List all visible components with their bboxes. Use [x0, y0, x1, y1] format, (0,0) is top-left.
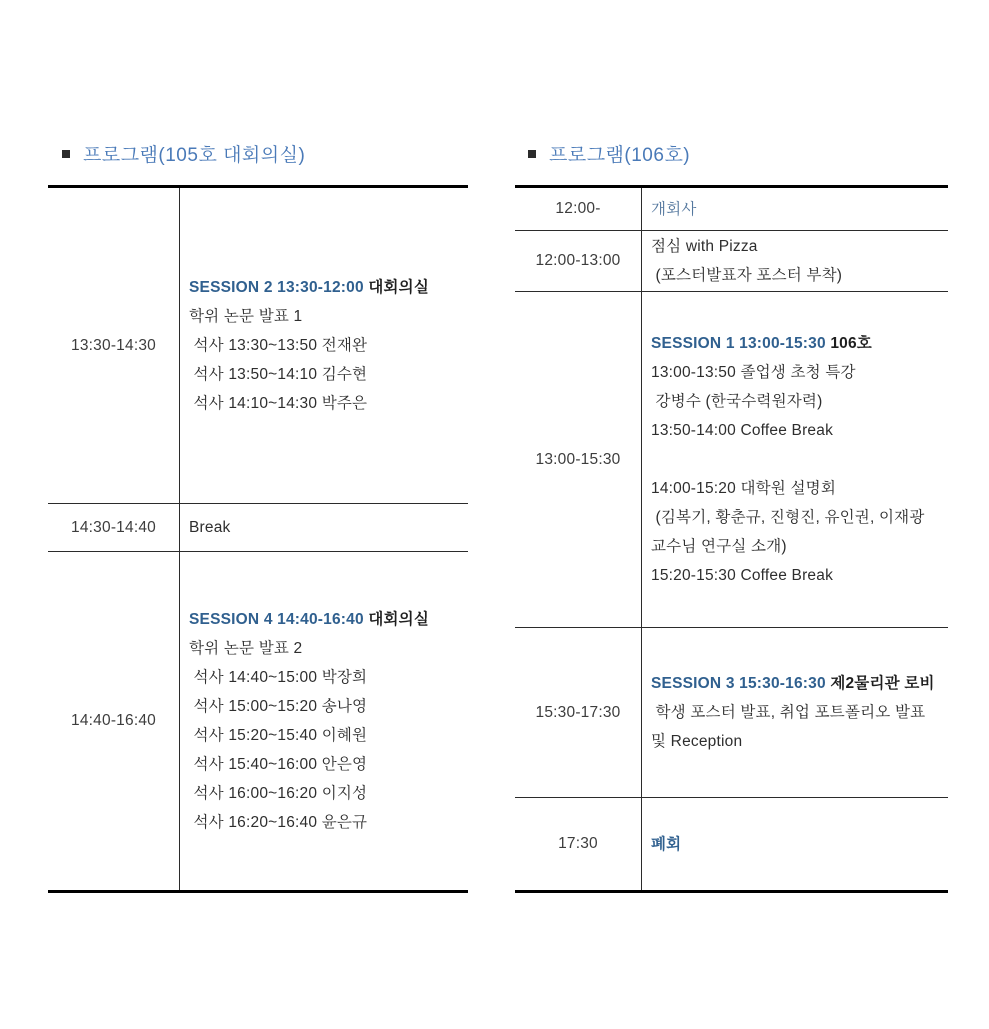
text-segment: 강병수 (한국수력원자력): [651, 393, 823, 410]
content-line: [651, 445, 944, 474]
content-line: [651, 195, 944, 224]
text-segment: Break: [189, 519, 231, 536]
text-segment: SESSION 3 15:30-16:30: [651, 675, 831, 692]
content-line: [189, 779, 464, 808]
program-105-title-text: 프로그램(105호 대회의실): [83, 145, 306, 166]
content-line: [651, 387, 944, 416]
text-segment: 대회의실: [368, 611, 430, 628]
content-line: [651, 416, 944, 445]
text-segment: 점심 with Pizza: [651, 238, 758, 255]
text-segment: 제2물리관 로비: [830, 675, 935, 692]
text-segment: 석사 13:30~13:50 전재완: [189, 337, 368, 354]
content-cell: [179, 552, 468, 890]
program-105-table: [48, 185, 468, 893]
content-cell: [179, 188, 468, 503]
content-line: [651, 503, 944, 532]
content-line: [651, 669, 944, 698]
square-bullet-icon: [62, 150, 70, 158]
content-line: [189, 389, 464, 418]
content-line: [651, 727, 944, 756]
content-cell: [179, 504, 468, 551]
content-line: [651, 329, 944, 358]
time-cell: 13:30-14:30: [71, 336, 156, 354]
text-segment: 석사 15:40~16:00 안은영: [189, 756, 368, 773]
time-cell: 12:00-: [555, 200, 601, 217]
time-cell: 17:30: [558, 835, 598, 852]
text-segment: 14:00-15:20 대학원 설명회: [651, 480, 836, 497]
program-106-table: [515, 185, 948, 893]
content-line: [189, 273, 464, 302]
content-cell: [641, 292, 948, 627]
content-line: [189, 663, 464, 692]
text-segment: SESSION 2 13:30-12:00: [189, 279, 369, 296]
content-line: [651, 358, 944, 387]
content-cell: [641, 798, 948, 890]
text-segment: 학생 포스터 발표, 취업 포트폴리오 발표: [651, 704, 926, 721]
text-segment: 석사 14:10~14:30 박주은: [189, 395, 368, 412]
content-line: [651, 830, 944, 859]
text-segment: 석사 15:20~15:40 이혜원: [189, 727, 368, 744]
content-line: [189, 634, 464, 663]
content-line: [651, 232, 944, 261]
square-bullet-icon: [528, 150, 536, 158]
content-line: [189, 692, 464, 721]
table-row: [515, 188, 948, 231]
text-segment: 13:50-14:00 Coffee Break: [651, 422, 834, 439]
content-cell: [641, 628, 948, 797]
table-row: [48, 188, 468, 504]
content-line: [651, 474, 944, 503]
content-line: [189, 360, 464, 389]
table-row: [515, 292, 948, 628]
text-segment: 교수님 연구실 소개): [651, 538, 787, 555]
text-segment: 석사 16:20~16:40 윤은규: [189, 814, 368, 831]
table-row: [515, 628, 948, 798]
time-cell: 14:30-14:40: [71, 518, 156, 536]
text-segment: 학위 논문 발표 2: [189, 640, 303, 657]
program-106-title-text: 프로그램(106호): [549, 145, 691, 166]
content-line: [189, 302, 464, 331]
text-segment: (포스터발표자 포스터 부착): [651, 267, 843, 284]
content-line: [651, 532, 944, 561]
time-cell: 13:00-15:30: [535, 450, 621, 468]
text-segment: 석사 14:40~15:00 박장희: [189, 669, 368, 686]
content-cell: [641, 231, 948, 291]
text-segment: 106호: [830, 335, 872, 352]
time-cell: 15:30-17:30: [535, 703, 621, 721]
content-line: [189, 721, 464, 750]
program-106-title: [528, 140, 690, 167]
text-segment: 대회의실: [368, 279, 430, 296]
table-row: [48, 504, 468, 552]
text-segment: 학위 논문 발표 1: [189, 308, 303, 325]
table-row: [515, 798, 948, 890]
content-line: [651, 261, 944, 290]
time-cell: 12:00-13:00: [535, 252, 621, 269]
time-cell: 14:40-16:40: [71, 712, 156, 729]
text-segment: 폐회: [651, 835, 682, 853]
table-row: [515, 231, 948, 292]
content-cell: [641, 188, 948, 230]
text-segment: 석사 13:50~14:10 김수현: [189, 366, 368, 383]
text-segment: SESSION 1 13:00-15:30: [651, 335, 831, 352]
content-line: [189, 750, 464, 779]
content-line: [189, 808, 464, 837]
content-line: [189, 331, 464, 360]
program-105-title: [62, 140, 305, 167]
text-segment: 15:20-15:30 Coffee Break: [651, 567, 834, 584]
content-line: [189, 605, 464, 634]
text-segment: 석사 15:00~15:20 송나영: [189, 698, 368, 715]
text-segment: 및 Reception: [651, 733, 743, 750]
text-segment: 13:00-13:50 졸업생 초청 특강: [651, 364, 856, 381]
text-segment: SESSION 4 14:40-16:40: [189, 611, 369, 628]
content-line: [651, 698, 944, 727]
text-segment: (김복기, 황춘규, 진형진, 유인권, 이재광: [651, 509, 925, 526]
text-segment: 석사 16:00~16:20 이지성: [189, 785, 368, 802]
table-row: [48, 552, 468, 890]
content-line: [651, 561, 944, 590]
text-segment: 개회사: [651, 200, 697, 218]
content-line: [189, 513, 464, 542]
